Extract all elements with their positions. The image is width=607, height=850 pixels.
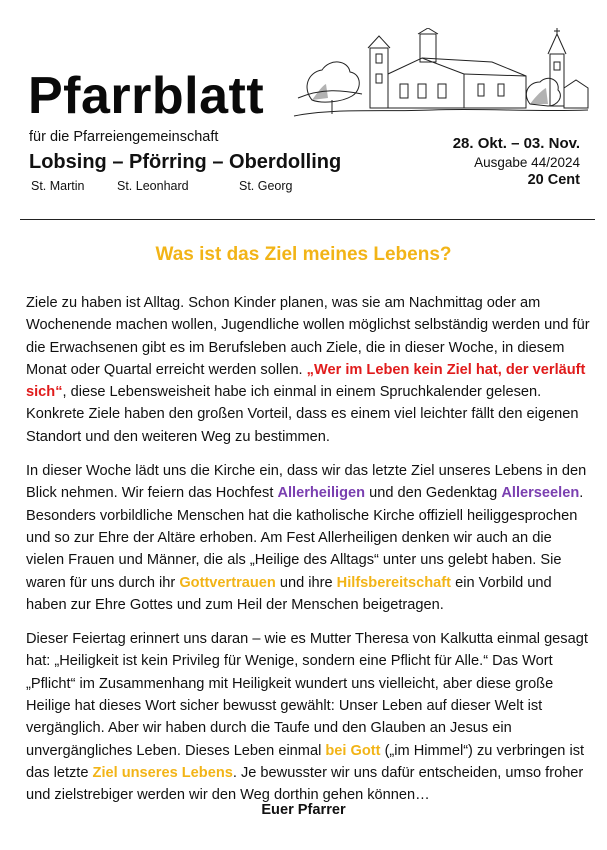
newsletter-title: Pfarrblatt: [28, 67, 265, 125]
saint-georg: St. Georg: [239, 179, 293, 193]
issue-dates: 28. Okt. – 03. Nov.: [452, 135, 580, 152]
text-run: , diese Lebensweisheit habe ich einmal in einem Spruchkalender gelesen. Konkrete Ziele haben den großen Vorteil, dass es einem viel leichter fällt den eigenen Standort und den weiteren Weg zu bestimmen.: [26, 384, 579, 445]
article-headline: Was ist das Ziel meines Lebens?: [155, 244, 452, 265]
issue-number: Ausgabe 44/2024: [474, 155, 580, 170]
highlight-allerseelen: Allerseelen: [501, 485, 580, 502]
text-run: . Je bewusster wir uns dafür entscheiden, umso froher und zielstrebiger werden wir den Weg dorthin gehen können…: [26, 764, 584, 804]
text-run: ein Vorbild und haben zur Ehre Gottes und zum Heil der Menschen beigetragen.: [26, 574, 552, 613]
issue-price: 20 Cent: [527, 172, 580, 188]
newsletter-subtitle: für die Pfarreiengemeinschaft: [29, 129, 219, 145]
text-run: Ziele zu haben ist Alltag. Schon Kinder planen, was sie am Nachmittag oder am Wochenende machen wollen, Jugendliche wollen möglichst selbständig werden und für die Erwachsenen gibt es im Berufsleben auch Ziele, die in dieser Woche, in diesem Monat oder Quartal erreicht werden sollen.: [26, 295, 590, 378]
text-run: In dieser Woche lädt uns die Kirche ein, dass wir das letzte Ziel unseres Lebens in den Blick nehmen. Wir feiern das Hochfest: [26, 463, 587, 502]
highlight-ziel: Ziel unseres Lebens: [92, 764, 233, 781]
signature: Euer Pfarrer: [261, 802, 346, 818]
highlight-bei-gott: bei Gott: [325, 742, 381, 759]
text-run: und ihre: [275, 574, 337, 591]
text-run: und den Gedenktag: [365, 485, 502, 502]
text-run: Dieser Feiertag erinnert uns daran – wie es Mutter Theresa von Kalkutta einmal gesagt hat: „Heiligkeit ist kein Privileg für Wenige, sondern eine Pflicht für Alle.“ Das Wort „Pflicht“ im Zusammenhang mit Heiligkeit wundert uns vielleicht, aber diese große Heilige hat dieses Wort sicher bewusst gewählt: Unser Leben auf dieser Welt ist vergänglich. Aber wir haben durch die Taufe und den Glauben an Jesus ein unvergängliches Leben. Dieses Leben einmal: [26, 631, 588, 759]
highlight-allerheiligen: Allerheiligen: [277, 485, 366, 502]
article-body: [26, 292, 591, 819]
saint-martin: St. Martin: [31, 179, 85, 193]
text-run: („im Himmel“) zu verbringen ist das letzte: [26, 742, 585, 781]
paragraph-2: [26, 460, 591, 616]
church-illustration: [292, 28, 590, 120]
paragraph-1: [26, 292, 591, 448]
highlight-quote: „Wer im Leben kein Ziel hat, der verläuft sich“: [26, 361, 586, 401]
paragraph-3: [26, 628, 591, 806]
issue-info: [453, 135, 580, 188]
saint-leonhard: St. Leonhard: [117, 179, 189, 193]
header-divider: [20, 219, 595, 220]
text-run: . Besonders vorbildliche Menschen hat die katholische Kirche offiziell heiliggesprochen und so zur Ehre der Altäre erhoben. Am Fest Allerheiligen denken wir auch an die vielen Frauen und Männer, die als „Heilige des Alltags“ unter uns gelebt haben. Sie waren für uns durch ihr: [26, 485, 584, 591]
parish-names: Lobsing – Pförring – Oberdolling: [29, 151, 342, 173]
highlight-gottvertrauen: Gottvertrauen: [179, 574, 276, 591]
highlight-hilfsbereitschaft: Hilfsbereitschaft: [336, 574, 452, 591]
